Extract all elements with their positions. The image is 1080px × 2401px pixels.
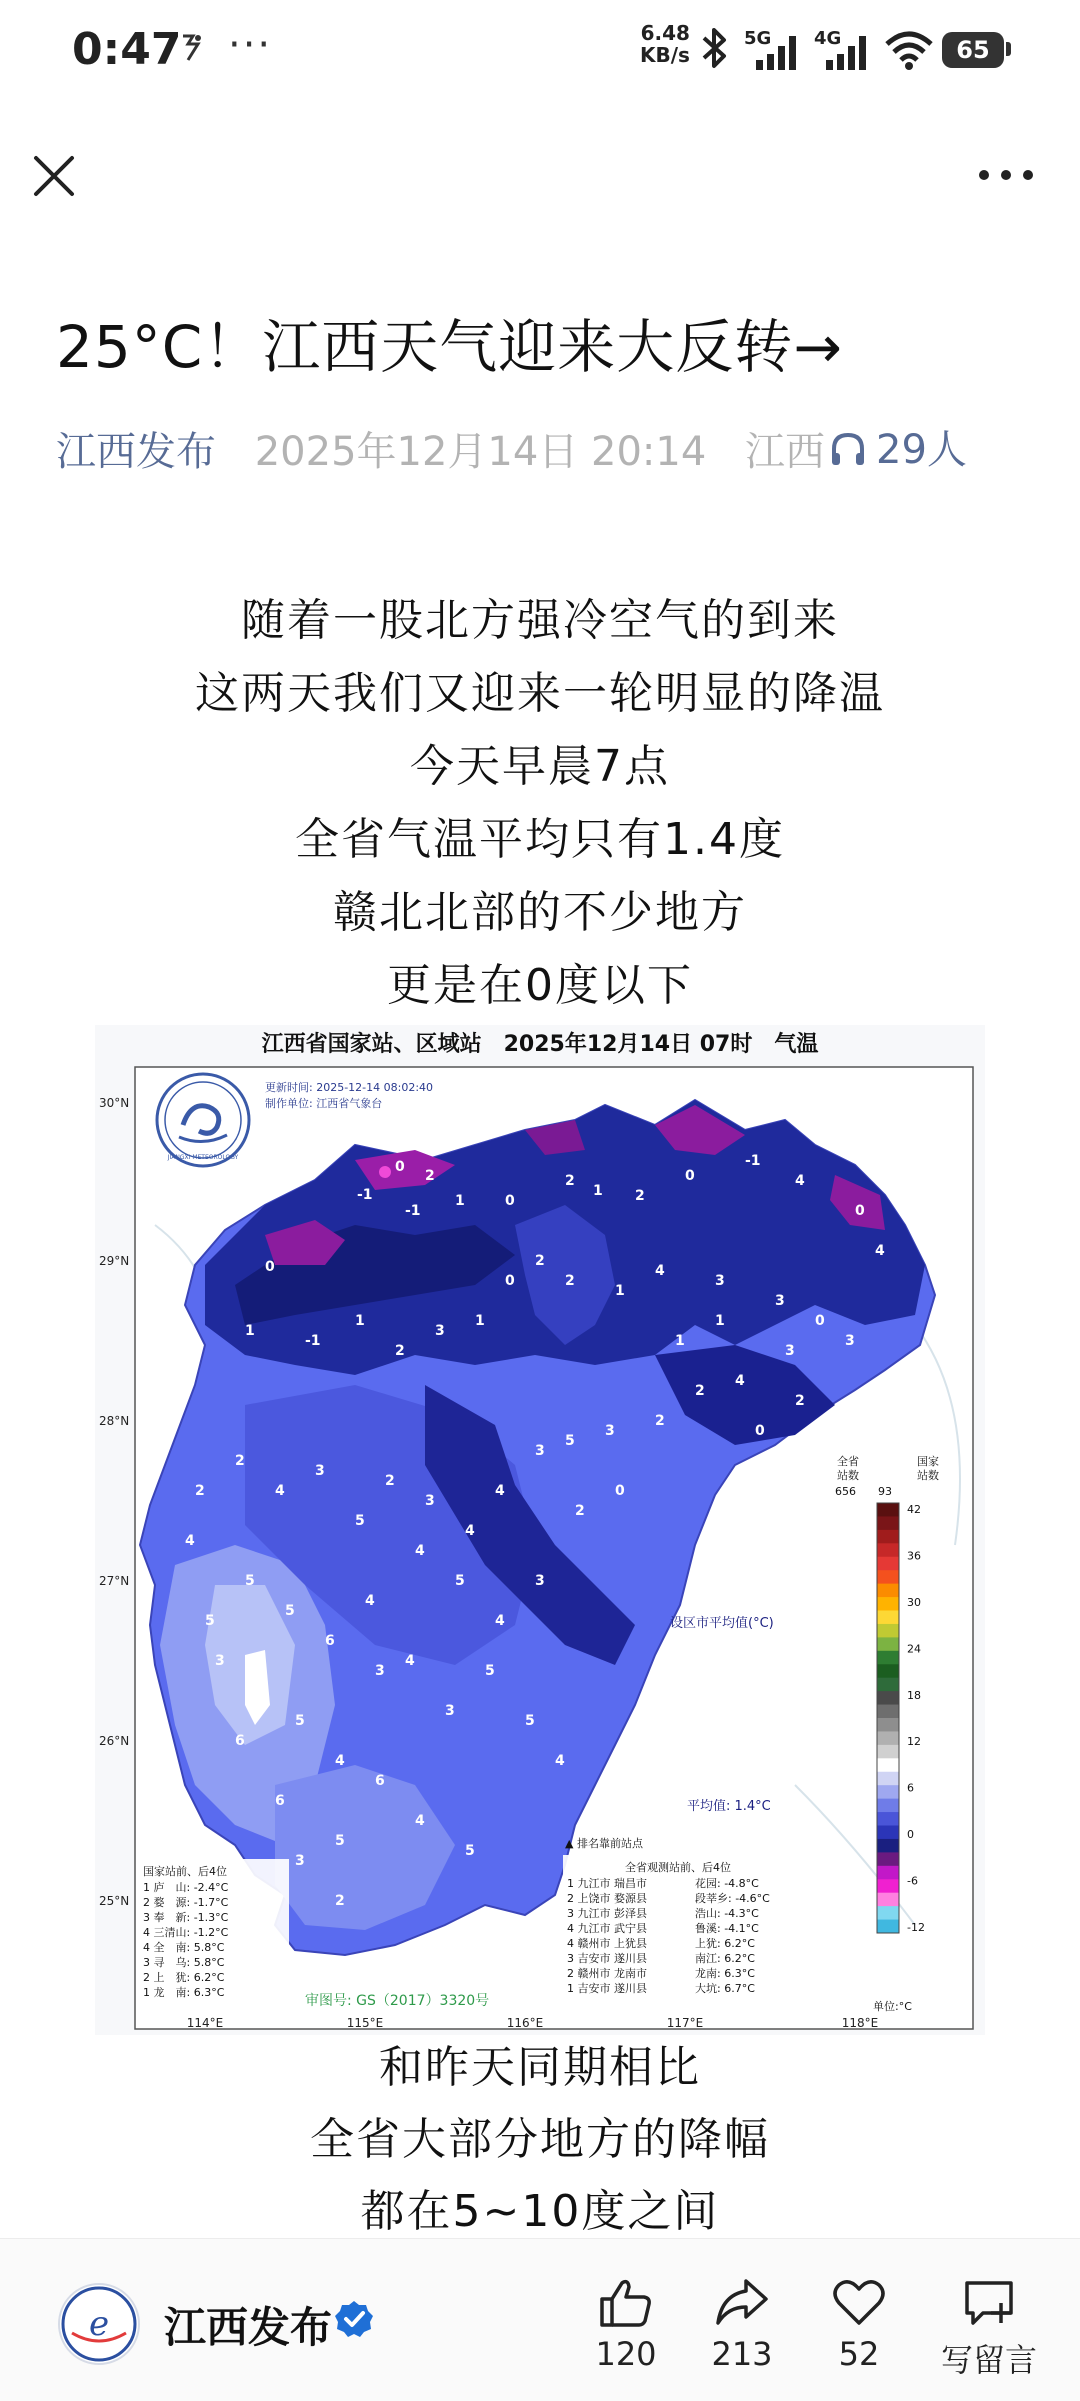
temperature-value-label: 6	[325, 1633, 335, 1649]
region-average-label: 设区市平均值(°C)	[670, 1616, 774, 1631]
temperature-value-label: 4	[495, 1483, 505, 1499]
temperature-value-label: 4	[335, 1753, 345, 1769]
legend-swatch	[877, 1570, 899, 1584]
ranking-row-station: 1 九江市 瑞昌市	[567, 1877, 647, 1890]
temperature-value-label: 2	[425, 1168, 435, 1184]
svg-text:全省观测站前、后4位: 全省观测站前、后4位	[625, 1861, 731, 1874]
legend-swatch	[877, 1543, 899, 1557]
temperature-value-label: 3	[535, 1573, 545, 1589]
temperature-value-label: 4	[735, 1373, 745, 1389]
temperature-value-label: -1	[305, 1333, 321, 1349]
svg-text:站数: 站数	[837, 1469, 859, 1482]
temperature-value-label: 0	[855, 1203, 865, 1219]
temperature-value-label: 1	[715, 1313, 725, 1329]
temperature-value-label: 4	[185, 1533, 195, 1549]
verified-badge-icon	[334, 2299, 374, 2343]
legend-swatch	[877, 1731, 899, 1745]
status-bar	[0, 0, 1080, 100]
temperature-value-label: 5	[245, 1573, 255, 1589]
svg-text:5G: 5G	[744, 28, 772, 49]
ranking-row: 3 奉 新: -1.3°C	[143, 1911, 229, 1924]
ranking-row-station: 3 吉安市 遂川县	[567, 1952, 647, 1965]
legend-swatch	[877, 1799, 899, 1813]
temperature-value-label: 0	[505, 1193, 515, 1209]
body-line: 全省大部分地方的降幅	[310, 2114, 770, 2165]
listen-button[interactable]	[828, 418, 967, 475]
legend-tick-label: -12	[907, 1921, 925, 1934]
lon-label: 116°E	[506, 2016, 544, 2030]
ranking-row: 3 寻 乌: 5.8°C	[143, 1956, 225, 1969]
share-icon	[714, 2277, 770, 2329]
ranking-row-value: 龙南: 6.3°C	[695, 1967, 755, 1980]
legend-tick-label: 42	[907, 1503, 921, 1516]
after-paragraph	[0, 2032, 1080, 2248]
share-count: 213	[711, 2335, 773, 2373]
intro-line: 随着一股北方强冷空气的到来	[241, 595, 839, 646]
ranking-row-station: 1 吉安市 遂川县	[567, 1982, 647, 1995]
legend-swatch	[877, 1678, 899, 1692]
temperature-value-label: 4	[655, 1263, 665, 1279]
ranking-row: 1 庐 山: -2.4°C	[143, 1881, 229, 1894]
ranking-row-station: 4 九江市 武宁县	[567, 1922, 647, 1935]
ranking-row: 1 龙 南: 6.3°C	[143, 1986, 225, 1999]
lat-label: 28°N	[99, 1414, 130, 1428]
temperature-value-label: 2	[235, 1453, 245, 1469]
temperature-value-label: 5	[295, 1713, 305, 1729]
temperature-value-label: 2	[385, 1473, 395, 1489]
temperature-value-label: 5	[485, 1663, 495, 1679]
intro-paragraph	[0, 584, 1080, 1022]
temperature-value-label: 5	[355, 1513, 365, 1529]
temperature-value-label: 4	[275, 1483, 285, 1499]
temperature-value-label: 4	[465, 1523, 475, 1539]
ranking-row: 2 上 犹: 6.2°C	[143, 1971, 225, 1984]
national-ranking-table	[139, 1859, 289, 2009]
temperature-value-label: 1	[355, 1313, 365, 1329]
province-ranking-table	[563, 1836, 793, 2011]
temperature-value-label: 2	[575, 1503, 585, 1519]
temperature-value-label: 1	[675, 1333, 685, 1349]
legend-swatch	[877, 1611, 899, 1625]
temperature-value-label: 6	[235, 1733, 245, 1749]
temperature-value-label: 0	[395, 1159, 405, 1175]
intro-line: 今天早晨7点	[410, 741, 670, 792]
legend-swatch	[877, 1758, 899, 1772]
heart-icon	[831, 2277, 887, 2329]
temperature-value-label: 6	[275, 1793, 285, 1809]
temperature-value-label: 0	[815, 1313, 825, 1329]
svg-text:站数: 站数	[917, 1469, 939, 1482]
temperature-value-label: 3	[315, 1463, 325, 1479]
close-icon[interactable]	[30, 152, 78, 200]
like-count: 120	[595, 2335, 657, 2373]
legend-tick-label: 6	[907, 1781, 914, 1795]
province-average-label: 平均值: 1.4°C	[687, 1799, 771, 1814]
legend-swatch	[877, 1624, 899, 1638]
lat-label: 30°N	[99, 1096, 130, 1110]
legend-tick-label: 36	[907, 1549, 921, 1563]
legend-swatch	[877, 1812, 899, 1826]
publisher-link[interactable]: 江西发布	[56, 429, 216, 475]
temperature-value-label: 3	[445, 1703, 455, 1719]
temperature-value-label: 1	[475, 1313, 485, 1329]
temperature-value-label: 2	[565, 1273, 575, 1289]
legend-swatch	[877, 1852, 899, 1866]
temperature-value-label: 2	[535, 1253, 545, 1269]
legend-swatch	[877, 1637, 899, 1651]
ranking-row-value: 上犹: 6.2°C	[695, 1937, 755, 1950]
legend-header-right: 国家	[917, 1455, 939, 1468]
battery-tip	[1006, 42, 1011, 56]
temperature-value-label: 4	[875, 1243, 885, 1259]
legend-swatch	[877, 1530, 899, 1544]
listener-count: 29人	[876, 427, 967, 473]
bluetooth-icon	[700, 26, 730, 74]
temperature-value-label: 0	[755, 1423, 765, 1439]
intro-line: 全省气温平均只有1.4度	[295, 814, 785, 865]
temperature-value-label: 5	[335, 1833, 345, 1849]
temperature-value-label: 0	[265, 1259, 275, 1275]
wifi-icon	[884, 30, 934, 74]
publish-datetime: 2025年12月14日 20:14	[254, 429, 707, 475]
network-speed: 6.48 KB/s	[640, 21, 690, 67]
temperature-value-label: 4	[365, 1593, 375, 1609]
legend-tick-label: 12	[907, 1735, 921, 1749]
temperature-value-label: 3	[845, 1333, 855, 1349]
map-heading: 江西省国家站、区域站 2025年12月14日 07时 气温	[261, 1032, 819, 1057]
ranking-row-station: 2 上饶市 婺源县	[567, 1892, 647, 1905]
temperature-value-label: 4	[495, 1613, 505, 1629]
intro-line: 更是在0度以下	[387, 960, 693, 1011]
comment-label: 写留言	[940, 2341, 1037, 2379]
temperature-value-label: 3	[375, 1663, 385, 1679]
comment-add-icon	[961, 2277, 1017, 2329]
legend-header-left: 全省	[837, 1455, 859, 1468]
legend-swatch	[877, 1893, 899, 1907]
legend-swatch	[877, 1651, 899, 1665]
headphones-icon	[828, 429, 868, 469]
legend-swatch	[877, 1691, 899, 1705]
notification-icon	[180, 32, 206, 70]
temperature-value-label: 2	[795, 1393, 805, 1409]
ranking-row-value: 浩山: -4.3°C	[695, 1907, 759, 1920]
temperature-map-image[interactable]	[95, 1025, 985, 2035]
legend-swatch	[877, 1664, 899, 1678]
legend-swatch	[877, 1557, 899, 1571]
temperature-value-label: 2	[655, 1413, 665, 1429]
temperature-value-label: 3	[435, 1323, 445, 1339]
legend-swatch	[877, 1879, 899, 1893]
svg-text:▲ 排名靠前站点: ▲ 排名靠前站点	[565, 1837, 643, 1850]
legend-swatch	[877, 1826, 899, 1840]
temperature-value-label: 0	[505, 1273, 515, 1289]
ranking-row: 4 全 南: 5.8°C	[143, 1941, 225, 1954]
temperature-value-label: 3	[215, 1653, 225, 1669]
bottom-action-bar	[0, 2238, 1080, 2401]
lon-label: 115°E	[346, 2016, 384, 2030]
legend-tick-label: -6	[907, 1874, 918, 1888]
legend-tick-label: 30	[907, 1595, 921, 1609]
thumbs-up-icon	[598, 2277, 654, 2329]
intro-line: 这两天我们又迎来一轮明显的降温	[195, 668, 885, 719]
legend-swatch	[877, 1584, 899, 1598]
signal-4g-icon	[812, 26, 874, 76]
temperature-value-label: 4	[795, 1173, 805, 1189]
temperature-value-label: 6	[375, 1773, 385, 1789]
temperature-value-label: 4	[405, 1653, 415, 1669]
temperature-value-label: 2	[335, 1893, 345, 1909]
ranking-row-value: 段莘乡: -4.6°C	[695, 1892, 770, 1905]
temperature-value-label: 2	[565, 1173, 575, 1189]
ranking-row-value: 南江: 6.2°C	[695, 1952, 755, 1965]
stations-total: 656	[835, 1485, 856, 1498]
temperature-value-label: 3	[775, 1293, 785, 1309]
favorite-button[interactable]	[799, 2277, 919, 2373]
lat-label: 25°N	[99, 1894, 130, 1908]
publish-region: 江西	[745, 429, 826, 475]
ranking-row-value: 花园: -4.8°C	[695, 1877, 759, 1890]
ranking-row: 4 三清山: -1.2°C	[143, 1926, 229, 1939]
body-line: 和昨天同期相比	[379, 2042, 701, 2093]
legend-swatch	[877, 1906, 899, 1920]
ranking-row-station: 3 九江市 彭泽县	[567, 1907, 647, 1920]
temperature-value-label: 3	[715, 1273, 725, 1289]
temperature-value-label: 3	[295, 1853, 305, 1869]
legend-swatch	[877, 1920, 899, 1934]
legend-swatch	[877, 1597, 899, 1611]
temperature-value-label: -1	[745, 1153, 761, 1169]
legend-tick-label: 24	[907, 1642, 921, 1656]
ranking-row-station: 2 赣州市 龙南市	[567, 1967, 647, 1980]
legend-tick-label: 0	[907, 1828, 914, 1842]
legend-swatch	[877, 1705, 899, 1719]
more-notifications-icon: ···	[228, 22, 273, 68]
legend-swatch	[877, 1718, 899, 1732]
temperature-value-label: 5	[525, 1713, 535, 1729]
svg-text:4G: 4G	[814, 28, 842, 49]
temperature-value-label: 3	[605, 1423, 615, 1439]
temperature-value-label: 2	[395, 1343, 405, 1359]
article-title: 25°C！江西天气迎来大反转→	[56, 313, 843, 381]
intro-line: 赣北北部的不少地方	[333, 887, 747, 938]
map-approval-number: 审图号: GS（2017）3320号	[305, 1993, 490, 2009]
lat-label: 27°N	[99, 1574, 130, 1588]
temperature-value-label: -1	[357, 1187, 373, 1203]
legend-swatch	[877, 1785, 899, 1799]
legend-tick-label: 18	[907, 1688, 921, 1702]
temperature-value-label: 2	[695, 1383, 705, 1399]
temperature-value-label: 4	[555, 1753, 565, 1769]
publisher-name[interactable]: 江西发布	[164, 2303, 333, 2352]
temperature-value-label: 4	[415, 1543, 425, 1559]
publisher-avatar[interactable]	[58, 2283, 140, 2365]
svg-text:国家站前、后4位: 国家站前、后4位	[143, 1865, 227, 1878]
body-line: 都在5~10度之间	[360, 2186, 720, 2237]
temperature-value-label: 1	[615, 1283, 625, 1299]
temperature-value-label: 1	[245, 1323, 255, 1339]
comment-button[interactable]	[914, 2277, 1064, 2381]
map-maker: 制作单位: 江西省气象台	[265, 1097, 383, 1110]
more-options-icon[interactable]	[974, 155, 1038, 195]
legend-swatch	[877, 1839, 899, 1853]
temperature-value-label: 2	[635, 1188, 645, 1204]
legend-swatch	[877, 1516, 899, 1530]
temperature-value-label: 5	[455, 1573, 465, 1589]
legend-unit: 单位:°C	[873, 2000, 912, 2013]
lon-label: 117°E	[666, 2016, 704, 2030]
temperature-value-label: 2	[195, 1483, 205, 1499]
legend-swatch	[877, 1866, 899, 1880]
temperature-value-label: 0	[685, 1168, 695, 1184]
lat-label: 26°N	[99, 1734, 130, 1748]
favorite-count: 52	[838, 2335, 880, 2373]
article-meta	[56, 420, 851, 475]
temperature-value-label: 1	[593, 1183, 603, 1199]
temperature-value-label: 5	[465, 1843, 475, 1859]
temperature-value-label: 3	[785, 1343, 795, 1359]
ranking-row-value: 大坑: 6.7°C	[695, 1982, 755, 1995]
temperature-value-label: 1	[455, 1193, 465, 1209]
like-button[interactable]	[566, 2277, 686, 2373]
temperature-value-label: 3	[535, 1443, 545, 1459]
map-updated: 更新时间: 2025-12-14 08:02:40	[265, 1081, 434, 1094]
legend-swatch	[877, 1772, 899, 1786]
temperature-value-label: -1	[405, 1203, 421, 1219]
status-time: 0:47	[72, 24, 182, 75]
ranking-row-station: 4 赣州市 上犹县	[567, 1937, 647, 1950]
temperature-value-label: 3	[425, 1493, 435, 1509]
ranking-row: 2 婺 源: -1.7°C	[143, 1896, 229, 1909]
legend-swatch	[877, 1745, 899, 1759]
stations-national: 93	[878, 1485, 892, 1498]
ranking-row-value: 鲁溪: -4.1°C	[695, 1922, 759, 1935]
legend-swatch	[877, 1503, 899, 1517]
temperature-value-label: 4	[415, 1813, 425, 1829]
temperature-value-label: 0	[615, 1483, 625, 1499]
lon-label: 118°E	[841, 2016, 879, 2030]
temperature-value-label: 5	[205, 1613, 215, 1629]
signal-5g-icon	[742, 26, 804, 76]
temperature-value-label: 5	[285, 1603, 295, 1619]
lat-label: 29°N	[99, 1254, 130, 1268]
meteorology-logo-icon	[157, 1074, 249, 1166]
temperature-value-label: 5	[565, 1433, 575, 1449]
lon-label: 114°E	[186, 2016, 224, 2030]
share-button[interactable]	[682, 2277, 802, 2373]
svg-text:e: e	[88, 2304, 110, 2344]
battery-indicator: 65	[942, 32, 1004, 68]
svg-text:JIANGXI METEOROLOGY: JIANGXI METEOROLOGY	[167, 1154, 239, 1161]
